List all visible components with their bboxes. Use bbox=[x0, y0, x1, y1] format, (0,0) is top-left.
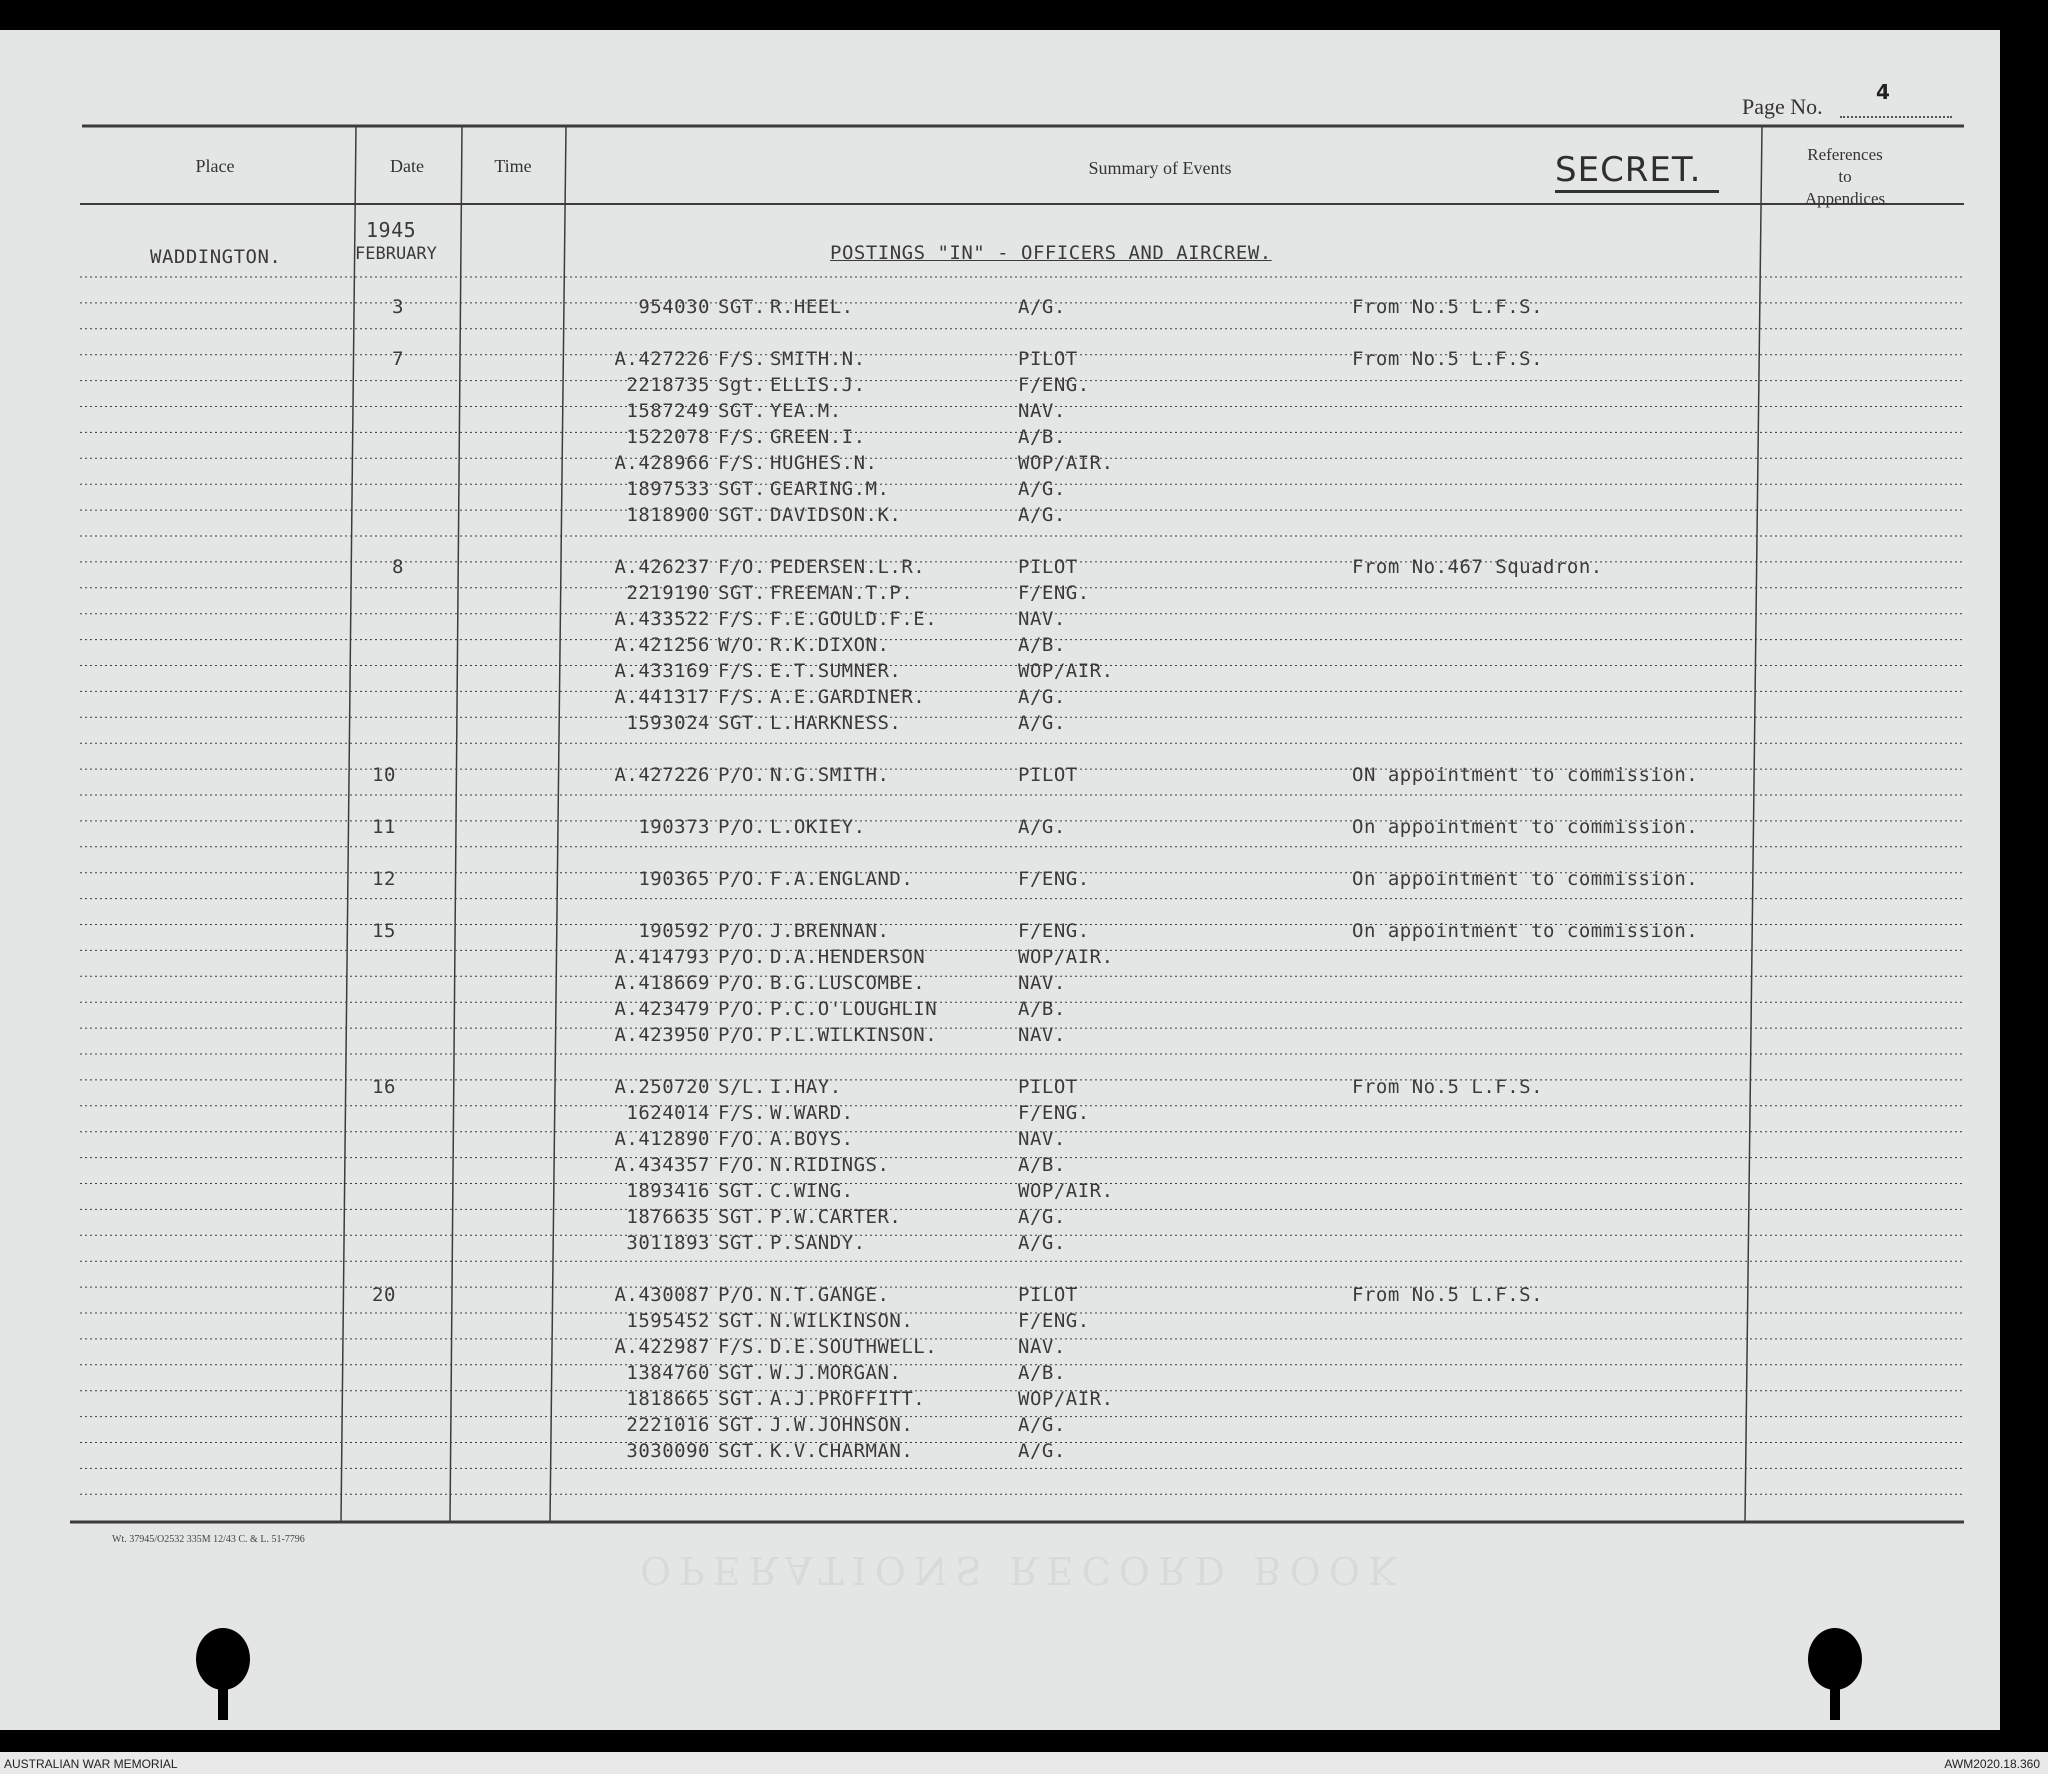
aircrew-role: A/B. bbox=[1018, 998, 1066, 1020]
archive-footer bbox=[0, 1752, 2048, 1774]
person-name: N.WILKINSON. bbox=[770, 1310, 914, 1332]
entry-remark: From No.5 L.F.S. bbox=[1352, 296, 1544, 318]
service-number: 2219190 bbox=[626, 582, 710, 604]
person-name: P.C.O'LOUGHLIN bbox=[770, 998, 938, 1020]
service-number: 1595452 bbox=[626, 1310, 710, 1332]
aircrew-role: PILOT bbox=[1018, 1076, 1078, 1098]
person-name: P.L.WILKINSON. bbox=[770, 1024, 938, 1046]
aircrew-role: F/ENG. bbox=[1018, 1310, 1090, 1332]
aircrew-role: NAV. bbox=[1018, 1128, 1066, 1150]
entry-date: 3 bbox=[392, 296, 404, 318]
person-name: W.WARD. bbox=[770, 1102, 854, 1124]
aircrew-role: NAV. bbox=[1018, 1336, 1066, 1358]
rank: SGT. bbox=[718, 1362, 766, 1384]
rank: SGT. bbox=[718, 296, 766, 318]
person-name: D.E.SOUTHWELL. bbox=[770, 1336, 938, 1358]
aircrew-role: A/B. bbox=[1018, 1154, 1066, 1176]
rank: SGT. bbox=[718, 1180, 766, 1202]
person-name: R.HEEL. bbox=[770, 296, 854, 318]
service-number: 1897533 bbox=[626, 478, 710, 500]
service-number: 1893416 bbox=[626, 1180, 710, 1202]
aircrew-role: WOP/AIR. bbox=[1018, 1388, 1114, 1410]
service-number: 3011893 bbox=[626, 1232, 710, 1254]
aircrew-role: NAV. bbox=[1018, 1024, 1066, 1046]
year: 1945 bbox=[366, 218, 417, 242]
service-number: A.428966 bbox=[614, 452, 710, 474]
person-name: A.J.PROFFITT. bbox=[770, 1388, 926, 1410]
service-number: A.250720 bbox=[614, 1076, 710, 1098]
aircrew-role: WOP/AIR. bbox=[1018, 452, 1114, 474]
rank: P/O. bbox=[718, 868, 766, 890]
place-name: WADDINGTON. bbox=[150, 246, 282, 268]
service-number: 1384760 bbox=[626, 1362, 710, 1384]
aircrew-role: F/ENG. bbox=[1018, 868, 1090, 890]
column-header-date: Date bbox=[390, 156, 424, 176]
service-number: A.414793 bbox=[614, 946, 710, 968]
aircrew-role: PILOT bbox=[1018, 1284, 1078, 1306]
person-name: P.W.CARTER. bbox=[770, 1206, 902, 1228]
rank: Sgt. bbox=[718, 374, 766, 396]
service-number: 1587249 bbox=[626, 400, 710, 422]
service-number: 1593024 bbox=[626, 712, 710, 734]
rank: F/S. bbox=[718, 348, 766, 370]
rank: SGT. bbox=[718, 478, 766, 500]
entry-remark: ON appointment to commission. bbox=[1352, 764, 1699, 786]
aircrew-role: PILOT bbox=[1018, 348, 1078, 370]
rank: SGT. bbox=[718, 1232, 766, 1254]
person-name: W.J.MORGAN. bbox=[770, 1362, 902, 1384]
rank: P/O. bbox=[718, 972, 766, 994]
aircrew-role: F/ENG. bbox=[1018, 374, 1090, 396]
entry-date: 20 bbox=[372, 1284, 396, 1306]
aircrew-role: NAV. bbox=[1018, 972, 1066, 994]
rank: SGT. bbox=[718, 1310, 766, 1332]
rank: P/O. bbox=[718, 764, 766, 786]
rank: P/O. bbox=[718, 998, 766, 1020]
person-name: HUGHES.N. bbox=[770, 452, 878, 474]
rank: F/O. bbox=[718, 1128, 766, 1150]
entry-remark: On appointment to commission. bbox=[1352, 816, 1699, 838]
aircrew-role: A/G. bbox=[1018, 1232, 1066, 1254]
service-number: A.426237 bbox=[614, 556, 710, 578]
person-name: N.T.GANGE. bbox=[770, 1284, 890, 1306]
aircrew-role: A/G. bbox=[1018, 816, 1066, 838]
aircrew-role: A/G. bbox=[1018, 504, 1066, 526]
entry-remark: From No.5 L.F.S. bbox=[1352, 1076, 1544, 1098]
binder-hole-left-tab bbox=[218, 1680, 228, 1720]
service-number: 190592 bbox=[638, 920, 710, 942]
aircrew-role: A/G. bbox=[1018, 686, 1066, 708]
column-rule-place bbox=[341, 126, 356, 1522]
aircrew-role: A/B. bbox=[1018, 634, 1066, 656]
person-name: PEDERSEN.L.R. bbox=[770, 556, 926, 578]
service-number: 2221016 bbox=[626, 1414, 710, 1436]
aircrew-role: A/B. bbox=[1018, 1362, 1066, 1384]
entry-date: 12 bbox=[372, 868, 396, 890]
service-number: A.423950 bbox=[614, 1024, 710, 1046]
rank: P/O. bbox=[718, 920, 766, 942]
person-name: GEARING.M. bbox=[770, 478, 890, 500]
aircrew-role: A/G. bbox=[1018, 1414, 1066, 1436]
entry-remark: From No.5 L.F.S. bbox=[1352, 1284, 1544, 1306]
archive-reference: AWM2020.18.360 bbox=[1944, 1757, 2040, 1771]
entry-date: 10 bbox=[372, 764, 396, 786]
service-number: 3030090 bbox=[626, 1440, 710, 1462]
service-number: A.427226 bbox=[614, 764, 710, 786]
aircrew-role: F/ENG. bbox=[1018, 920, 1090, 942]
service-number: A.433169 bbox=[614, 660, 710, 682]
service-number: 1818665 bbox=[626, 1388, 710, 1410]
page-number: 4 bbox=[1876, 80, 1890, 104]
person-name: E.T.SUMNER. bbox=[770, 660, 902, 682]
rank: W/O. bbox=[718, 634, 766, 656]
secret-stamp: SECRET. bbox=[1555, 150, 1702, 190]
person-name: L.OKIEY. bbox=[770, 816, 866, 838]
service-number: 954030 bbox=[638, 296, 710, 318]
section-heading: POSTINGS "IN" - OFFICERS AND AIRCREW. bbox=[830, 242, 1272, 264]
service-number: A.412890 bbox=[614, 1128, 710, 1150]
service-number: A.427226 bbox=[614, 348, 710, 370]
rank: P/O. bbox=[718, 946, 766, 968]
person-name: SMITH.N. bbox=[770, 348, 866, 370]
rank: P/O. bbox=[718, 1024, 766, 1046]
person-name: F.E.GOULD.F.E. bbox=[770, 608, 938, 630]
aircrew-role: PILOT bbox=[1018, 556, 1078, 578]
person-name: J.BRENNAN. bbox=[770, 920, 890, 942]
page-number-label: Page No. bbox=[1742, 94, 1823, 119]
service-number: A.433522 bbox=[614, 608, 710, 630]
person-name: D.A.HENDERSON bbox=[770, 946, 926, 968]
person-name: I.HAY. bbox=[770, 1076, 842, 1098]
entry-date: 8 bbox=[392, 556, 404, 578]
person-name: F.A.ENGLAND. bbox=[770, 868, 914, 890]
rank: SGT. bbox=[718, 1206, 766, 1228]
person-name: N.RIDINGS. bbox=[770, 1154, 890, 1176]
archive-credit: AUSTRALIAN WAR MEMORIAL bbox=[4, 1757, 178, 1771]
person-name: B.G.LUSCOMBE. bbox=[770, 972, 926, 994]
entry-date: 7 bbox=[392, 348, 404, 370]
service-number: A.422987 bbox=[614, 1336, 710, 1358]
rank: SGT. bbox=[718, 1440, 766, 1462]
rank: F/O. bbox=[718, 1154, 766, 1176]
person-name: DAVIDSON.K. bbox=[770, 504, 902, 526]
service-number: A.441317 bbox=[614, 686, 710, 708]
rank: SGT. bbox=[718, 1414, 766, 1436]
service-number: 190365 bbox=[638, 868, 710, 890]
rank: SGT. bbox=[718, 582, 766, 604]
service-number: 1876635 bbox=[626, 1206, 710, 1228]
entry-remark: On appointment to commission. bbox=[1352, 868, 1699, 890]
service-number: A.430087 bbox=[614, 1284, 710, 1306]
aircrew-role: A/G. bbox=[1018, 478, 1066, 500]
month: FEBRUARY bbox=[355, 244, 437, 264]
column-rule-summary bbox=[1745, 126, 1762, 1522]
person-name: FREEMAN.T.P. bbox=[770, 582, 914, 604]
entry-date: 11 bbox=[372, 816, 396, 838]
rank: S/L. bbox=[718, 1076, 766, 1098]
person-name: P.SANDY. bbox=[770, 1232, 866, 1254]
aircrew-role: WOP/AIR. bbox=[1018, 1180, 1114, 1202]
entry-remark: On appointment to commission. bbox=[1352, 920, 1699, 942]
bleed-through-text: OPERATIONS RECORD BOOK bbox=[640, 1548, 1405, 1592]
rank: SGT. bbox=[718, 1388, 766, 1410]
person-name: YEA.M. bbox=[770, 400, 842, 422]
person-name: C.WING. bbox=[770, 1180, 854, 1202]
rank: F/S. bbox=[718, 452, 766, 474]
service-number: 1624014 bbox=[626, 1102, 710, 1124]
rank: F/S. bbox=[718, 426, 766, 448]
rank: SGT. bbox=[718, 504, 766, 526]
rank: F/S. bbox=[718, 1102, 766, 1124]
person-name: ELLIS.J. bbox=[770, 374, 866, 396]
binder-hole-right-tab bbox=[1830, 1680, 1840, 1720]
entry-remark: From No.467 Squadron. bbox=[1352, 556, 1603, 578]
rank: F/S. bbox=[718, 686, 766, 708]
service-number: 190373 bbox=[638, 816, 710, 838]
aircrew-role: WOP/AIR. bbox=[1018, 946, 1114, 968]
page-number-line bbox=[1840, 116, 1952, 118]
aircrew-role: NAV. bbox=[1018, 400, 1066, 422]
secret-stamp-underline bbox=[1555, 190, 1719, 193]
service-number: 2218735 bbox=[626, 374, 710, 396]
form-code: Wt. 37945/O2532 335M 12/43 C. & L. 51-7796 bbox=[112, 1534, 305, 1545]
service-number: A.434357 bbox=[614, 1154, 710, 1176]
service-number: 1818900 bbox=[626, 504, 710, 526]
rank: F/O. bbox=[718, 556, 766, 578]
entry-date: 15 bbox=[372, 920, 396, 942]
person-name: A.BOYS. bbox=[770, 1128, 854, 1150]
aircrew-role: A/G. bbox=[1018, 712, 1066, 734]
service-number: A.421256 bbox=[614, 634, 710, 656]
column-rule-time bbox=[550, 126, 566, 1522]
column-header-time: Time bbox=[494, 156, 532, 176]
aircrew-role: NAV. bbox=[1018, 608, 1066, 630]
rank: P/O. bbox=[718, 1284, 766, 1306]
person-name: L.HARKNESS. bbox=[770, 712, 902, 734]
service-number: A.423479 bbox=[614, 998, 710, 1020]
aircrew-role: A/G. bbox=[1018, 1440, 1066, 1462]
entry-date: 16 bbox=[372, 1076, 396, 1098]
person-name: R.K.DIXON. bbox=[770, 634, 890, 656]
aircrew-role: F/ENG. bbox=[1018, 1102, 1090, 1124]
aircrew-role: A/G. bbox=[1018, 1206, 1066, 1228]
entry-remark: From No.5 L.F.S. bbox=[1352, 348, 1544, 370]
person-name: GREEN.I. bbox=[770, 426, 866, 448]
aircrew-role: A/G. bbox=[1018, 296, 1066, 318]
column-header-references: References to Appendices bbox=[1804, 145, 1886, 208]
person-name: N.G.SMITH. bbox=[770, 764, 890, 786]
column-header-summary: Summary of Events bbox=[1088, 158, 1232, 178]
service-number: A.418669 bbox=[614, 972, 710, 994]
person-name: K.V.CHARMAN. bbox=[770, 1440, 914, 1462]
person-name: J.W.JOHNSON. bbox=[770, 1414, 914, 1436]
service-number: 1522078 bbox=[626, 426, 710, 448]
rank: F/S. bbox=[718, 660, 766, 682]
rank: SGT. bbox=[718, 400, 766, 422]
aircrew-role: WOP/AIR. bbox=[1018, 660, 1114, 682]
column-header-place: Place bbox=[195, 156, 235, 176]
aircrew-role: A/B. bbox=[1018, 426, 1066, 448]
aircrew-role: PILOT bbox=[1018, 764, 1078, 786]
rank: F/S. bbox=[718, 1336, 766, 1358]
rank: F/S. bbox=[718, 608, 766, 630]
aircrew-role: F/ENG. bbox=[1018, 582, 1090, 604]
rank: SGT. bbox=[718, 712, 766, 734]
person-name: A.E.GARDINER. bbox=[770, 686, 926, 708]
rank: P/O. bbox=[718, 816, 766, 838]
